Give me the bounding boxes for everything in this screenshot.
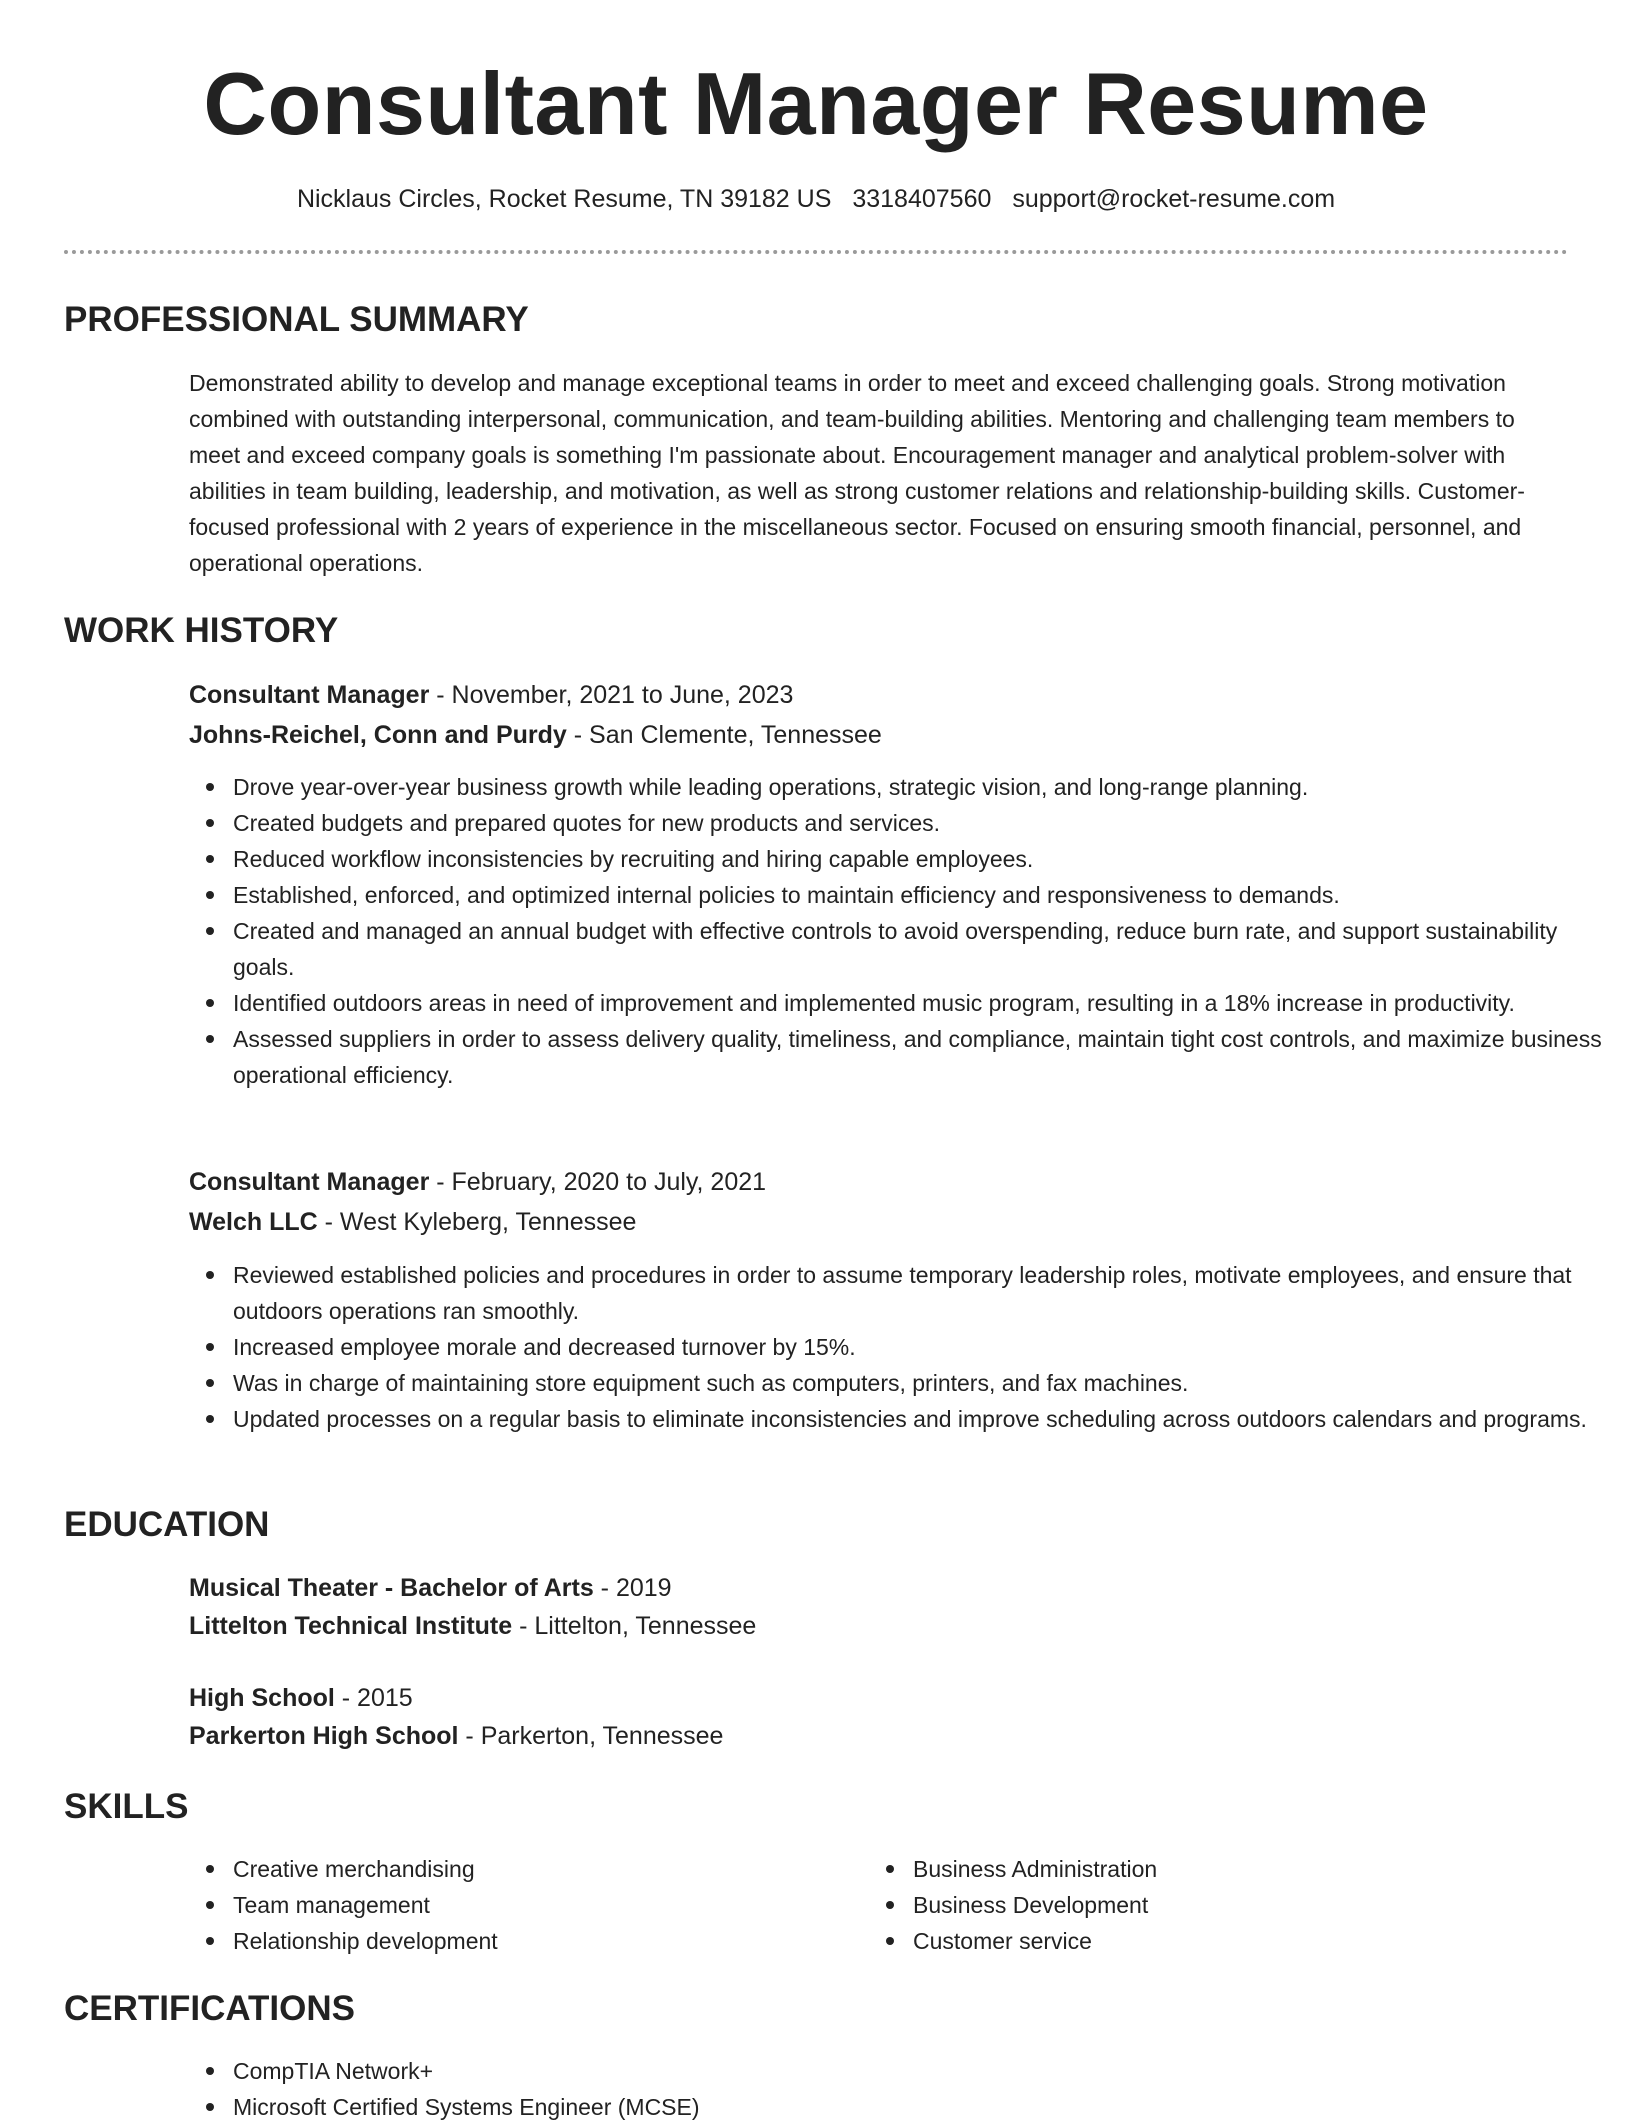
skill-item: Creative merchandising (233, 1851, 853, 1887)
contact-address: Nicklaus Circles, Rocket Resume, TN 39182 US (296, 185, 832, 213)
skills-list-right (869, 1851, 1563, 1959)
job-title: Consultant Manager (189, 1168, 430, 1196)
summary-paragraph: Demonstrated ability to develop and manage exceptional teams in order to meet and exceed challenging goals. Strong motivation combined with outstanding interpersonal, communication, and team-building abilities. Mentoring and challenging team members to meet and exceed company goals is something I'm passionate about. Encouragement manager and analytical problem-solver with abilities in team building, leadership, and motivation, as well as strong customer relations and relationship-building skills. Customer-focused professional with 2 years of experience in the miscellaneous sector. Focused on ensuring smooth financial, personnel, and operational operations. (189, 370, 1525, 576)
education-year: - 2019 (593, 1574, 672, 1602)
certification-item: CompTIA Network+ (233, 2053, 1613, 2089)
skill-item: Business Administration (913, 1851, 1563, 1887)
page-title: Consultant Manager Resume (203, 54, 1429, 153)
list-item: Assessed suppliers in order to assess delivery quality, timeliness, and compliance, maintain tight cost controls, and maximize business operational efficiency. (233, 1021, 1613, 1093)
skill-item: Customer service (913, 1923, 1563, 1959)
skill-item: Relationship development (233, 1923, 853, 1959)
certifications-list (189, 2053, 1613, 2125)
job-dates: - February, 2020 to July, 2021 (429, 1168, 767, 1196)
header-divider (64, 250, 1568, 254)
list-item: Created and managed an annual budget with effective controls to avoid overspending, reduce burn rate, and support sustainability goals. (233, 913, 1613, 985)
section-heading-education: EDUCATION (64, 1505, 270, 1544)
contact-phone: 3318407560 (852, 185, 992, 213)
list-item: Created budgets and prepared quotes for new products and services. (233, 805, 1613, 841)
job-title: Consultant Manager (189, 681, 430, 709)
job-dates: - November, 2021 to June, 2023 (429, 681, 794, 709)
list-item: Identified outdoors areas in need of improvement and implemented music program, resulting in a 18% increase in productivity. (233, 985, 1613, 1021)
education-location: - Parkerton, Tennessee (458, 1722, 724, 1750)
job-bullets (189, 1257, 1613, 1437)
list-item: Updated processes on a regular basis to eliminate inconsistencies and improve scheduling across outdoors calendars and programs. (233, 1401, 1613, 1437)
education-school-line (189, 1718, 723, 1754)
education-location: - Littelton, Tennessee (512, 1612, 757, 1640)
skills-list-left (189, 1851, 853, 1959)
job-company-line (189, 717, 882, 753)
certification-item: Microsoft Certified Systems Engineer (MCSE) (233, 2089, 1613, 2125)
contact-info (0, 181, 1632, 217)
education-degree: Musical Theater - Bachelor of Arts (189, 1574, 594, 1602)
education-school: Littelton Technical Institute (189, 1612, 513, 1640)
skill-item: Team management (233, 1887, 853, 1923)
job-company-line (189, 1204, 636, 1240)
list-item: Drove year-over-year business growth while leading operations, strategic vision, and long-range planning. (233, 769, 1613, 805)
section-heading-summary: PROFESSIONAL SUMMARY (64, 300, 529, 339)
job-location: - San Clemente, Tennessee (566, 721, 882, 749)
job-location: - West Kyleberg, Tennessee (317, 1208, 637, 1236)
job-bullets (189, 769, 1613, 1093)
list-item: Reviewed established policies and procedures in order to assume temporary leadership roles, motivate employees, and ensure that outdoors operations ran smoothly. (233, 1257, 1613, 1329)
education-school-line (189, 1608, 756, 1644)
list-item: Established, enforced, and optimized internal policies to maintain efficiency and responsiveness to demands. (233, 877, 1613, 913)
job-company: Welch LLC (189, 1208, 318, 1236)
job-title-line (189, 677, 793, 713)
section-heading-certifications: CERTIFICATIONS (64, 1989, 356, 2028)
section-heading-skills: SKILLS (64, 1787, 189, 1826)
education-degree-line (189, 1680, 413, 1716)
section-heading-work: WORK HISTORY (64, 611, 339, 650)
list-item: Increased employee morale and decreased turnover by 15%. (233, 1329, 1613, 1365)
list-item: Reduced workflow inconsistencies by recruiting and hiring capable employees. (233, 841, 1613, 877)
job-company: Johns-Reichel, Conn and Purdy (189, 721, 567, 749)
education-degree: High School (189, 1684, 335, 1712)
education-school: Parkerton High School (189, 1722, 459, 1750)
education-degree-line (189, 1570, 672, 1606)
list-item: Was in charge of maintaining store equipment such as computers, printers, and fax machines. (233, 1365, 1613, 1401)
skill-item: Business Development (913, 1887, 1563, 1923)
contact-email: support@rocket-resume.com (1012, 185, 1336, 213)
job-title-line (189, 1164, 766, 1200)
education-year: - 2015 (334, 1684, 413, 1712)
